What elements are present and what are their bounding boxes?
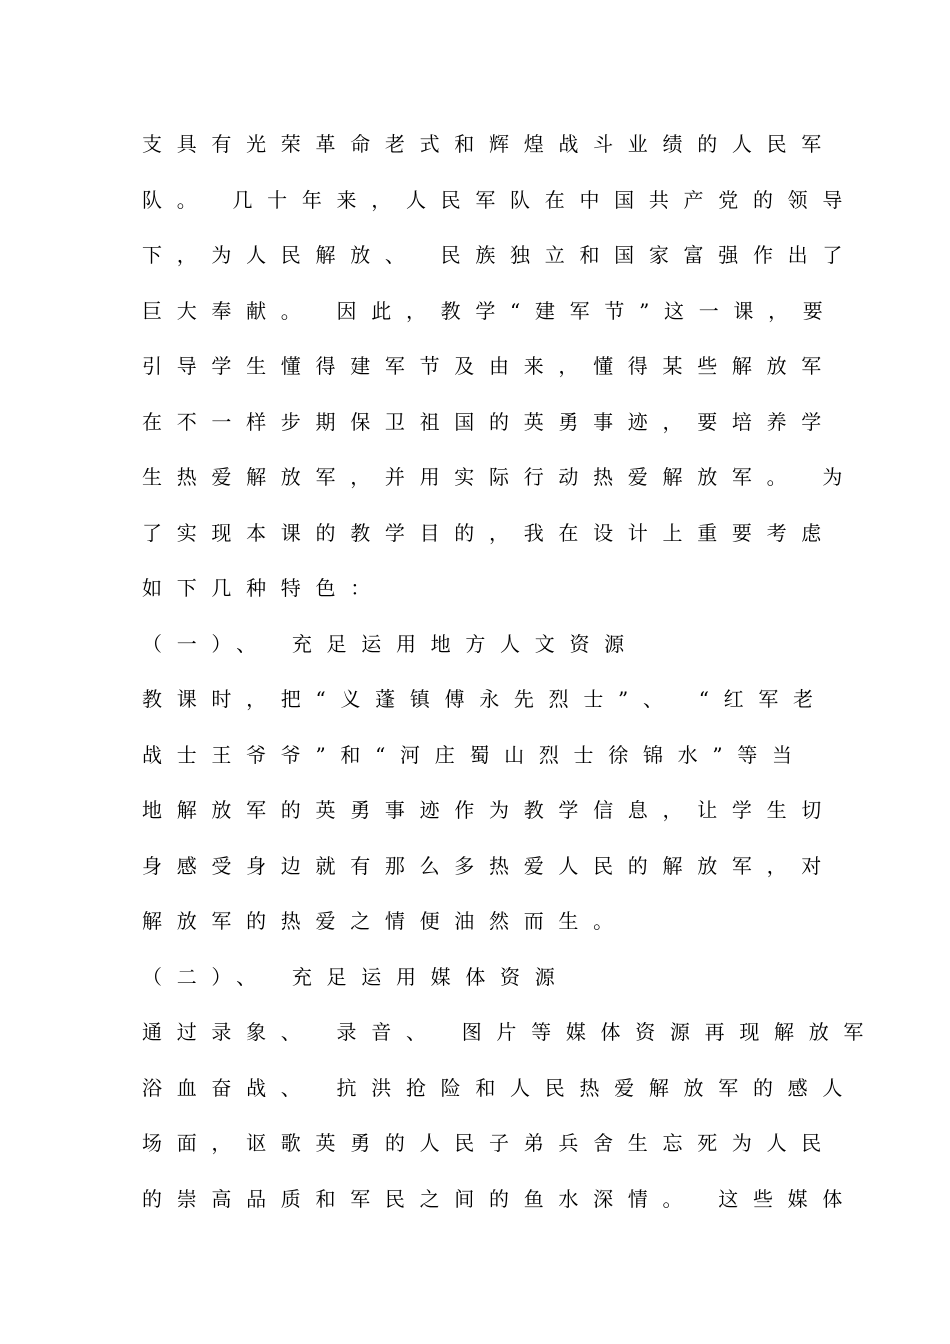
text-line: 浴血奋战、 抗洪抢险和人民热爱解放军的感人 — [142, 1075, 858, 1100]
text-line: 地解放军的英勇事迹作为教学信息，让学生切 — [142, 798, 836, 822]
text-line: 巨大奉献。 因此，教学“建军节”这一课，要 — [142, 298, 838, 323]
text-line: 支具有光荣革命老式和辉煌战斗业绩的人民军 — [142, 132, 836, 156]
text-line: 的崇高品质和军民之间的鱼水深情。 这些媒体 — [142, 1186, 858, 1211]
text-line: 解放军的热爱之情便油然而生。 — [142, 909, 628, 933]
text-line: 如下几种特色： — [142, 576, 385, 600]
text-line: 通过录象、 录音、 图片等媒体资源再现解放军 — [142, 1020, 879, 1044]
text-line: 场面，讴歌英勇的人民子弟兵舍生忘死为人民 — [142, 1131, 836, 1155]
text-line: 在不一样步期保卫祖国的英勇事迹，要培养学 — [142, 409, 836, 434]
section-heading: （一）、 充足运用地方人文资源 — [142, 631, 639, 656]
text-line: 生热爱解放军，并用实际行动热爱解放军。 为 — [142, 465, 858, 489]
text-line: 引导学生懂得建军节及由来，懂得某些解放军 — [142, 354, 836, 378]
text-line: 身感受身边就有那么多热爱人民的解放军，对 — [142, 853, 836, 878]
section-heading: （二）、 充足运用媒体资源 — [142, 964, 570, 989]
text-line: 战士王爷爷”和“河庄蜀山烈士徐锦水”等当 — [142, 742, 807, 767]
text-line: 下，为人民解放、 民族独立和国家富强作出了 — [142, 243, 858, 267]
text-line: 队。 几十年来，人民军队在中国共产党的领导 — [142, 187, 858, 212]
text-line: 了实现本课的教学目的，我在设计上重要考虑 — [142, 520, 836, 545]
body-text — [142, 117, 879, 1227]
text-line: 教课时，把“义蓬镇傅永先烈士”、 “红军老 — [142, 687, 828, 711]
